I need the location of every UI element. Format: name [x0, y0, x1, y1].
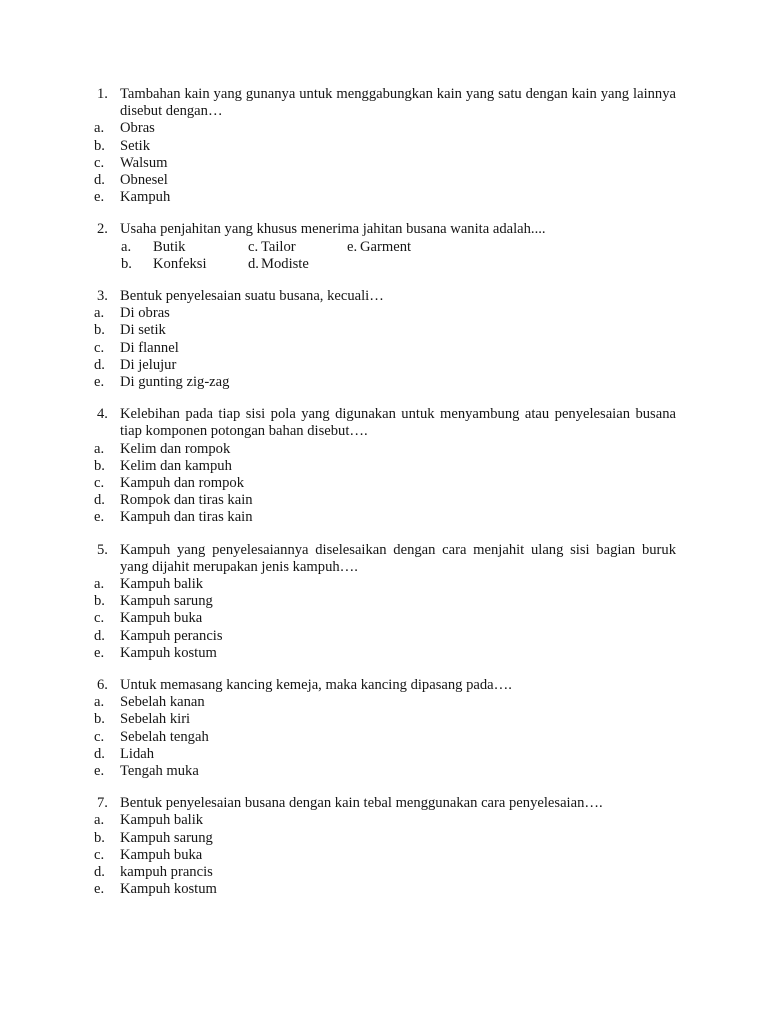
- question-stem: [94, 288, 676, 305]
- option-item[interactable]: [94, 645, 676, 662]
- option-letter: b.: [94, 457, 105, 474]
- option-item[interactable]: [94, 576, 676, 593]
- option-letter: c.: [94, 846, 105, 863]
- option-item[interactable]: [94, 138, 676, 155]
- option-item[interactable]: [94, 746, 676, 763]
- option-item[interactable]: [94, 610, 676, 627]
- option-text: Garment: [360, 238, 412, 255]
- option-list: [94, 576, 676, 662]
- option-item[interactable]: [94, 120, 676, 137]
- question-text: Bentuk penyelesaian suatu busana, kecuali…: [120, 288, 384, 304]
- option-item[interactable]: [94, 441, 676, 458]
- option-text: Kampuh sarung: [120, 829, 213, 846]
- option-text: Kampuh dan tiras kain: [120, 509, 253, 526]
- option-letter: e.: [347, 238, 358, 255]
- option-text: Tailor: [261, 238, 296, 255]
- option-item[interactable]: [94, 357, 676, 374]
- option-letter: d.: [94, 172, 105, 189]
- option-item[interactable]: [347, 239, 411, 256]
- question-block: [94, 221, 676, 273]
- option-item[interactable]: [94, 812, 676, 829]
- option-item[interactable]: [94, 305, 676, 322]
- option-letter: d.: [94, 864, 105, 881]
- option-text: Di obras: [120, 305, 170, 322]
- option-letter: a.: [94, 305, 105, 322]
- option-text: Rompok dan tiras kain: [120, 492, 253, 509]
- option-text: Di setik: [120, 322, 166, 339]
- option-grid: [94, 239, 676, 273]
- question-block: [94, 86, 676, 206]
- option-letter: d.: [94, 356, 105, 373]
- question-number: 7.: [97, 795, 108, 812]
- question-text: Untuk memasang kancing kemeja, maka kancing dipasang pada….: [120, 677, 512, 694]
- option-text: Modiste: [261, 255, 309, 272]
- option-item[interactable]: [94, 593, 676, 610]
- option-text: Di flannel: [120, 339, 179, 356]
- option-text: Di jelujur: [120, 356, 177, 373]
- option-item[interactable]: [94, 847, 676, 864]
- question-text: Usaha penjahitan yang khusus menerima jahitan busana wanita adalah....: [120, 221, 546, 238]
- option-letter: a.: [94, 812, 105, 829]
- option-item[interactable]: [94, 458, 676, 475]
- option-item[interactable]: [94, 155, 676, 172]
- question-stem: [94, 221, 676, 238]
- option-text: Kelim dan rompok: [120, 440, 231, 457]
- option-letter: d.: [248, 255, 259, 272]
- option-letter: e.: [94, 374, 105, 391]
- option-item[interactable]: [94, 763, 676, 780]
- option-text: Sebelah tengah: [120, 728, 209, 745]
- option-text: Konfeksi: [153, 255, 207, 272]
- option-item[interactable]: [94, 509, 676, 526]
- option-text: Obras: [120, 120, 155, 137]
- option-text: Obnesel: [120, 172, 168, 189]
- question-number: 5.: [97, 541, 108, 558]
- option-letter: b.: [94, 322, 105, 339]
- option-letter: d.: [94, 627, 105, 644]
- question-stem: [94, 86, 676, 120]
- option-letter: b.: [121, 255, 132, 272]
- option-text: Kampuh kostum: [120, 644, 217, 661]
- option-item[interactable]: [94, 340, 676, 357]
- option-letter: a.: [121, 238, 132, 255]
- option-text: Lidah: [120, 745, 155, 762]
- question-stem: [94, 677, 676, 694]
- option-text: Sebelah kiri: [120, 711, 191, 728]
- option-item[interactable]: [248, 256, 309, 273]
- option-item[interactable]: [94, 830, 676, 847]
- option-letter: e.: [94, 509, 105, 526]
- option-letter: a.: [94, 694, 105, 711]
- option-letter: c.: [94, 154, 105, 171]
- option-letter: b.: [94, 829, 105, 846]
- option-item[interactable]: [94, 628, 676, 645]
- question-number: 2.: [97, 221, 108, 238]
- option-list: [94, 812, 676, 898]
- option-item[interactable]: [94, 374, 676, 391]
- option-text: Kampuh sarung: [120, 593, 213, 610]
- question-text: Kampuh yang penyelesaiannya diselesaikan dengan cara menjahit ulang sisi bagian buruk yang dijahit merupakan jenis kampuh….: [120, 541, 676, 575]
- option-letter: e.: [94, 881, 105, 898]
- option-item[interactable]: [121, 239, 185, 256]
- option-letter: d.: [94, 492, 105, 509]
- option-letter: e.: [94, 644, 105, 661]
- option-text: Kampuh buka: [120, 610, 203, 627]
- option-text: Kampuh dan rompok: [120, 475, 245, 492]
- question-block: [94, 795, 676, 898]
- option-text: Kampuh balik: [120, 812, 204, 829]
- option-letter: b.: [94, 593, 105, 610]
- option-letter: a.: [94, 440, 105, 457]
- question-block: [94, 288, 676, 391]
- option-letter: c.: [94, 339, 105, 356]
- option-list: [94, 305, 676, 391]
- option-text: Di gunting zig-zag: [120, 374, 230, 391]
- option-list: [94, 694, 676, 780]
- option-item[interactable]: [94, 322, 676, 339]
- option-text: Walsum: [120, 154, 168, 171]
- option-text: Kampuh: [120, 189, 171, 206]
- question-block: [94, 677, 676, 780]
- option-text: Tengah muka: [120, 763, 199, 780]
- question-number: 3.: [97, 288, 108, 304]
- question-number: 6.: [97, 677, 108, 694]
- question-number: 4.: [97, 406, 108, 423]
- question-stem: [94, 542, 676, 576]
- option-item[interactable]: [94, 475, 676, 492]
- question-list: [94, 86, 676, 899]
- option-letter: c.: [94, 475, 105, 492]
- question-number: 1.: [97, 86, 108, 102]
- option-item[interactable]: [94, 711, 676, 728]
- question-text: Bentuk penyelesaian busana dengan kain tebal menggunakan cara penyelesaian….: [120, 795, 603, 812]
- option-grid-row: [94, 256, 676, 273]
- question-text: Kelebihan pada tiap sisi pola yang digunakan untuk menyambung atau penyelesaian busana tiap komponen potongan bahan disebut….: [120, 406, 676, 440]
- option-item[interactable]: [94, 189, 676, 206]
- question-block: [94, 406, 676, 526]
- option-text: Kelim dan kampuh: [120, 457, 232, 474]
- question-block: [94, 542, 676, 662]
- option-item[interactable]: [94, 864, 676, 881]
- option-list: [94, 120, 676, 206]
- option-item[interactable]: [248, 239, 296, 256]
- option-item[interactable]: [94, 729, 676, 746]
- option-letter: c.: [248, 238, 259, 255]
- option-text: Kampuh kostum: [120, 881, 217, 898]
- option-letter: c.: [94, 728, 105, 745]
- option-item[interactable]: [94, 172, 676, 189]
- option-item[interactable]: [94, 492, 676, 509]
- option-letter: a.: [94, 120, 105, 137]
- option-text: Kampuh balik: [120, 576, 204, 593]
- option-letter: e.: [94, 763, 105, 780]
- option-letter: e.: [94, 189, 105, 206]
- option-text: Setik: [120, 137, 150, 154]
- question-stem: [94, 795, 676, 812]
- option-letter: b.: [94, 711, 105, 728]
- option-letter: d.: [94, 745, 105, 762]
- option-grid-row: [94, 239, 676, 256]
- question-text: Tambahan kain yang gunanya untuk menggabungkan kain yang satu dengan kain yang lainnya disebut dengan…: [120, 86, 676, 120]
- option-item[interactable]: [94, 881, 676, 898]
- option-item[interactable]: [94, 694, 676, 711]
- option-letter: c.: [94, 610, 105, 627]
- option-text: kampuh prancis: [120, 864, 213, 881]
- option-text: Kampuh perancis: [120, 627, 223, 644]
- option-list: [94, 441, 676, 527]
- option-letter: b.: [94, 137, 105, 154]
- option-item[interactable]: [121, 256, 207, 273]
- option-letter: a.: [94, 576, 105, 593]
- option-text: Butik: [153, 238, 186, 255]
- option-text: Sebelah kanan: [120, 694, 205, 711]
- question-stem: [94, 406, 676, 440]
- option-text: Kampuh buka: [120, 846, 203, 863]
